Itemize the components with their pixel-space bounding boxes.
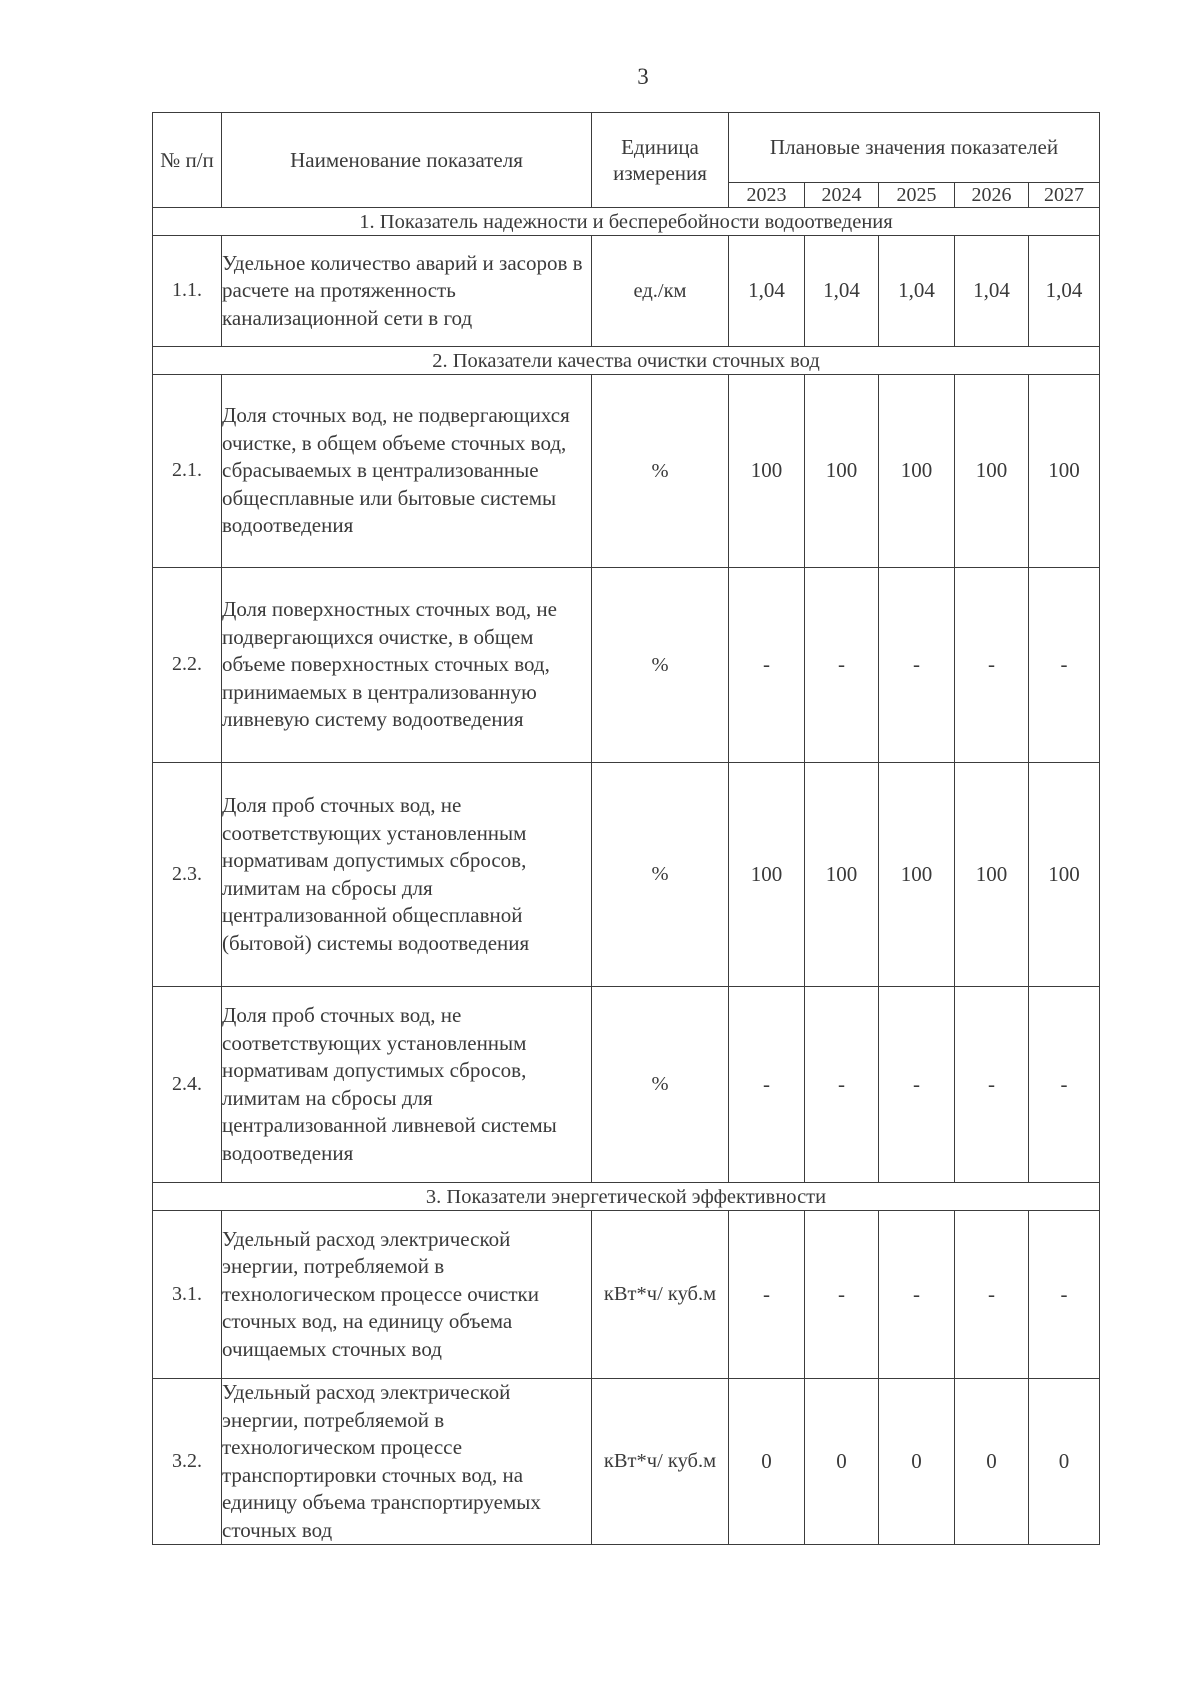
table-row [153, 568, 1100, 763]
value-cell: - [729, 987, 805, 1183]
value-cell: - [805, 1211, 879, 1379]
unit-cell: % [592, 763, 729, 987]
header-year: 2026 [955, 182, 1029, 207]
table-row [153, 375, 1100, 568]
value-cell: 100 [729, 763, 805, 987]
value-cell: 0 [955, 1379, 1029, 1545]
value-cell: 1,04 [879, 236, 955, 347]
value-cell: 1,04 [1029, 236, 1100, 347]
table-row [153, 987, 1100, 1183]
value-cell: 1,04 [805, 236, 879, 347]
value-cell: - [879, 568, 955, 763]
row-number: 2.4. [153, 987, 222, 1183]
value-cell: 100 [879, 375, 955, 568]
row-number: 2.3. [153, 763, 222, 987]
table-row [153, 236, 1100, 347]
indicator-name: Удельное количество аварий и засоров в расчете на протяженность канализационной сети в год [222, 236, 592, 347]
value-cell: 100 [955, 763, 1029, 987]
table-row [153, 1379, 1100, 1545]
value-cell: - [879, 1211, 955, 1379]
section-title: 1. Показатель надежности и бесперебойности водоотведения [153, 208, 1100, 236]
header-row [153, 113, 1100, 183]
value-cell: 100 [729, 375, 805, 568]
value-cell: - [955, 1211, 1029, 1379]
row-number: 1.1. [153, 236, 222, 347]
header-year: 2023 [729, 182, 805, 207]
value-cell: 100 [879, 763, 955, 987]
value-cell: 100 [1029, 375, 1100, 568]
value-cell: - [955, 987, 1029, 1183]
row-number: 3.2. [153, 1379, 222, 1545]
header-unit: Единица измерения [592, 113, 729, 208]
value-cell: 100 [805, 375, 879, 568]
row-number: 2.1. [153, 375, 222, 568]
indicators-table [152, 112, 1100, 1545]
section-row [153, 208, 1100, 236]
row-number: 2.2. [153, 568, 222, 763]
section-row [153, 347, 1100, 375]
page-number: 3 [637, 64, 649, 89]
indicator-name: Доля поверхностных сточных вод, не подвергающихся очистке, в общем объеме поверхностных сточных вод, принимаемых в централизованную ливневую систему водоотведения [222, 568, 592, 763]
row-number: 3.1. [153, 1211, 222, 1379]
section-title: 3. Показатели энергетической эффективности [153, 1183, 1100, 1211]
header-year: 2024 [805, 182, 879, 207]
unit-cell: ед./км [592, 236, 729, 347]
value-cell: 1,04 [729, 236, 805, 347]
value-cell: 100 [805, 763, 879, 987]
value-cell: 0 [879, 1379, 955, 1545]
indicator-name: Доля проб сточных вод, не соответствующих установленным нормативам допустимых сбросов, лимитам на сбросы для централизованной общесплавной (бытовой) системы водоотведения [222, 763, 592, 987]
indicator-name: Доля проб сточных вод, не соответствующих установленным нормативам допустимых сбросов, лимитам на сбросы для централизованной ливневой системы водоотведения [222, 987, 592, 1183]
header-year: 2027 [1029, 182, 1100, 207]
header-name: Наименование показателя [222, 113, 592, 208]
value-cell: - [1029, 987, 1100, 1183]
value-cell: - [805, 568, 879, 763]
table-row [153, 763, 1100, 987]
unit-cell: % [592, 568, 729, 763]
unit-cell: кВт*ч/ куб.м [592, 1379, 729, 1545]
value-cell: - [1029, 1211, 1100, 1379]
value-cell: 0 [1029, 1379, 1100, 1545]
unit-cell: % [592, 987, 729, 1183]
value-cell: - [1029, 568, 1100, 763]
value-cell: 0 [729, 1379, 805, 1545]
value-cell: - [955, 568, 1029, 763]
indicator-name: Удельный расход электрической энергии, потребляемой в технологическом процессе транспортировки сточных вод, на единицу объема транспортируемых сточных вод [222, 1379, 592, 1545]
section-title: 2. Показатели качества очистки сточных вод [153, 347, 1100, 375]
unit-cell: кВт*ч/ куб.м [592, 1211, 729, 1379]
value-cell: - [729, 568, 805, 763]
table-row [153, 1211, 1100, 1379]
unit-cell: % [592, 375, 729, 568]
header-num: № п/п [153, 113, 222, 208]
value-cell: 1,04 [955, 236, 1029, 347]
section-row [153, 1183, 1100, 1211]
value-cell: 100 [1029, 763, 1100, 987]
header-year: 2025 [879, 182, 955, 207]
value-cell: 0 [805, 1379, 879, 1545]
indicator-name: Удельный расход электрической энергии, потребляемой в технологическом процессе очистки сточных вод, на единицу объема очищаемых сточных вод [222, 1211, 592, 1379]
value-cell: - [729, 1211, 805, 1379]
header-plan: Плановые значения показателей [729, 113, 1100, 183]
value-cell: - [879, 987, 955, 1183]
value-cell: 100 [955, 375, 1029, 568]
indicator-name: Доля сточных вод, не подвергающихся очистке, в общем объеме сточных вод, сбрасываемых в централизованные общесплавные или бытовые системы водоотведения [222, 375, 592, 568]
value-cell: - [805, 987, 879, 1183]
